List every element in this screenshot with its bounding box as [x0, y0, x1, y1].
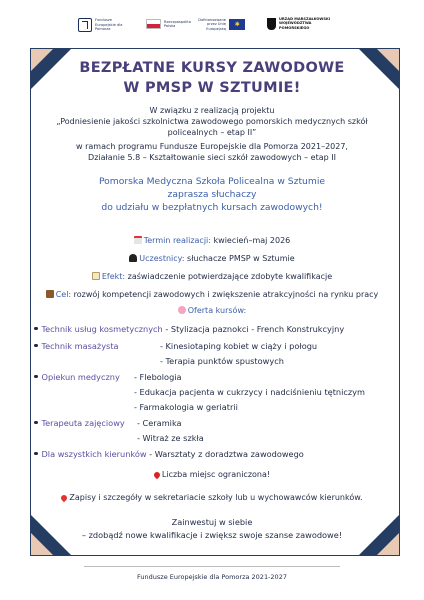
- offer-course: - Ceramika: [137, 418, 182, 428]
- offer-course: - Witraż ze szkła: [137, 433, 204, 443]
- logo-strip: [0, 0, 424, 44]
- cel-key: Cel:: [55, 290, 72, 299]
- polish-flag-icon: [146, 19, 161, 29]
- note-limited: [0, 470, 424, 479]
- fe-logo-text: Fundusze Europejskie dla Pomorza: [95, 18, 123, 32]
- intro-line-3: policealnych – etap II”: [167, 128, 257, 137]
- note-signup: [0, 493, 424, 502]
- info-cel: [0, 290, 424, 299]
- offer-item: [34, 372, 120, 382]
- bullet-icon: [34, 327, 38, 331]
- intro-line-5: Działanie 5.8 – Kształtowanie sieci szkół zawodowych – etap II: [88, 153, 336, 162]
- offer-item: [34, 449, 304, 459]
- pl-logo-text: Rzeczpospolita Polska: [164, 19, 191, 28]
- footer-text: Fundusze Europejskie dla Pomorza 2021-2027: [137, 573, 287, 581]
- termin-value: kwiecień–maj 2026: [210, 236, 291, 245]
- pom-logo-text: URZĄD MARSZAŁKOWSKI WOJEWÓDZTWA POMORSKIEGO: [279, 17, 331, 30]
- info-oferta: [0, 306, 424, 315]
- efekt-key: Efekt:: [101, 272, 126, 281]
- invest-line-1: Zainwestuj w siebie: [171, 517, 253, 527]
- offer-category: Terapeuta zajęciowy: [41, 418, 125, 428]
- invite-line-2: zaprasza słuchaczy: [167, 189, 257, 200]
- signup-text: Zapisy i szczegóły w sekretariacie szkoły lub u wychowawców kierunków.: [69, 493, 363, 502]
- offer-course: - Terapia punktów spustowych: [160, 356, 284, 366]
- offer-category: Opiekun medyczny: [41, 372, 120, 382]
- cel-value: rozwój kompetencji zawodowych i zwiększenie atrakcyjności na rynku pracy: [71, 290, 379, 299]
- offer-category: Dla wszystkich kierunków: [41, 449, 147, 459]
- offer-course: - Stylizacja paznokci - French Konstrukcyjny: [165, 324, 345, 334]
- invite-line-1: Pomorska Medyczna Szkoła Policealna w Sztumie: [98, 176, 326, 187]
- offer-item: [34, 341, 119, 351]
- efekt-value: zaświadczenie potwierdzające zdobyte kwalifikacje: [125, 272, 333, 281]
- info-termin: [0, 236, 424, 245]
- offer-category: Technik usług kosmetycznych: [41, 324, 163, 334]
- oferta-label: Oferta kursów:: [187, 306, 247, 315]
- eu-logo-text: Dofinansowane przez Unię Europejską: [198, 18, 226, 31]
- location-pin-icon: [60, 494, 68, 502]
- offer-course: - Warsztaty z doradztwa zawodowego: [149, 449, 304, 459]
- termin-key: Termin realizacji:: [143, 236, 211, 245]
- poster-title-line1: BEZPŁATNE KURSY ZAWODOWE: [79, 60, 345, 76]
- offer-category: Technik masażysta: [41, 341, 119, 351]
- intro-line-4: w ramach programu Fundusze Europejskie dla Pomorza 2021–2027,: [76, 142, 348, 151]
- intro-line-1: W związku z realizacją projektu: [149, 106, 275, 115]
- uczestnicy-value: słuchacze PMSP w Sztumie: [184, 254, 295, 263]
- bullet-icon: [34, 452, 38, 456]
- pomorskie-crest-icon: [267, 18, 276, 30]
- logo-urzad-marszalkowski: [267, 17, 339, 30]
- logo-eu: [196, 18, 245, 31]
- intro-line-2: „Podniesienie jakości szkolnictwa zawodowego pomorskich medycznych szkół: [56, 117, 368, 126]
- brain-icon: [178, 306, 186, 314]
- bullet-icon: [34, 421, 38, 425]
- offer-item: [34, 418, 125, 428]
- fe-logo-icon: [78, 18, 92, 32]
- uczestnicy-key: Uczestnicy:: [139, 254, 185, 263]
- offer-course: - Flebologia: [134, 372, 182, 382]
- offer-item: [34, 324, 344, 334]
- logo-rzeczpospolita: [146, 19, 198, 29]
- calendar-icon: [134, 236, 142, 244]
- poster-title-line2: W PMSP W SZTUMIE!: [123, 80, 301, 96]
- bullet-icon: [34, 375, 38, 379]
- limited-text: Liczba miejsc ograniczona!: [161, 470, 271, 479]
- invest-line-2: – zdobądź nowe kwalifikacje i zwiększ swoje szanse zawodowe!: [81, 530, 343, 540]
- briefcase-icon: [46, 290, 54, 298]
- info-uczestnicy: [0, 254, 424, 263]
- invite-line-3: do udziału w bezpłatnych kursach zawodowych!: [101, 202, 323, 213]
- footer-divider: [84, 566, 340, 567]
- pushpin-icon: [153, 471, 161, 479]
- info-efekt: [0, 272, 424, 281]
- logo-fundusze-europejskie: [78, 18, 129, 32]
- graduation-cap-icon: [129, 254, 137, 262]
- scroll-icon: [92, 272, 100, 280]
- bullet-icon: [34, 344, 38, 348]
- eu-flag-icon: ✱: [229, 19, 245, 30]
- offer-course: - Edukacja pacjenta w cukrzycy i nadciśnieniu tętniczym: [134, 387, 365, 397]
- offer-course: - Farmakologia w geriatrii: [134, 402, 238, 412]
- offer-course: - Kinesiotaping kobiet w ciąży i połogu: [160, 341, 318, 351]
